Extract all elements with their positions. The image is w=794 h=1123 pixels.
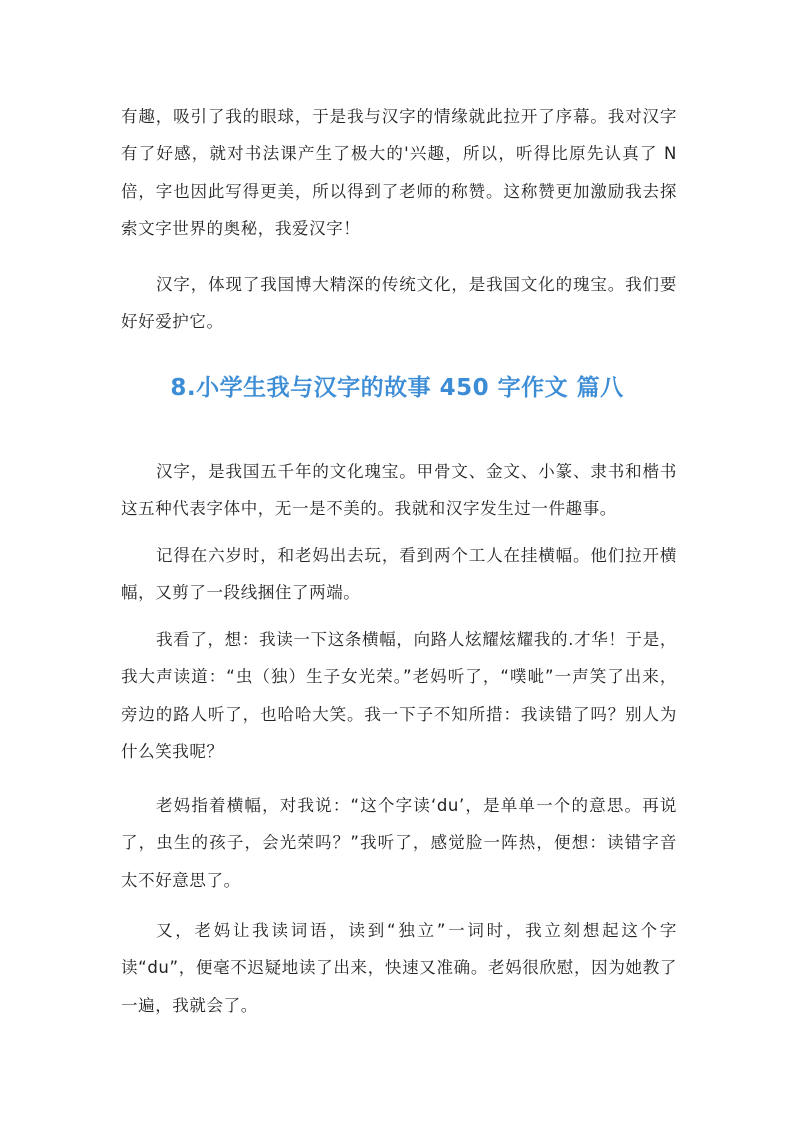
paragraph-intro: 汉字，是我国五千年的文化瑰宝。甲骨文、金文、小篆、隶书和楷书这五种代表字体中，无一是不美的。我就和汉字发生过一件趣事。: [121, 462, 677, 519]
paragraph-reading-banner: 我看了，想：我读一下这条横幅，向路人炫耀炫耀我的.才华！于是，我大声读道：“虫（独）生子女光荣。”老妈听了，“噗呲”一声笑了出来，旁边的路人听了，也哈哈大笑。我一下子不知所措：我读错了吗？别人为什么笑我呢？: [121, 630, 677, 761]
paragraph-ending: 又，老妈让我读词语，读到“独立”一词时，我立刻想起这个字读“du”，便毫不迟疑地读了出来，快速又准确。老妈很欣慰，因为她教了一遍，我就会了。: [121, 921, 677, 1015]
paragraph-story-start: 记得在六岁时，和老妈出去玩，看到两个工人在挂横幅。他们拉开横幅，又剪了一段线捆住了两端。: [121, 546, 677, 603]
paragraph-continuation: 有趣，吸引了我的眼球，于是我与汉字的情缘就此拉开了序幕。我对汉字有了好感，就对书法课产生了极大的'兴趣，所以，听得比原先认真了 N 倍，字也因此写得更美，所以得到了老师的称赞。这称赞更加激励我去探索文字世界的奥秘，我爱汉字！: [121, 107, 677, 238]
section-heading: 8.小学生我与汉字的故事 450 字作文 篇八: [170, 375, 624, 401]
paragraph-conclusion: 汉字，体现了我国博大精深的传统文化，是我国文化的瑰宝。我们要好好爱护它。: [121, 275, 677, 332]
paragraph-mom-explains: 老妈指着横幅，对我说：“这个字读‘du’，是单单一个的意思。再说了，虫生的孩子，会光荣吗？”我听了，感觉脸一阵热，便想：读错字音太不好意思了。: [121, 796, 677, 890]
